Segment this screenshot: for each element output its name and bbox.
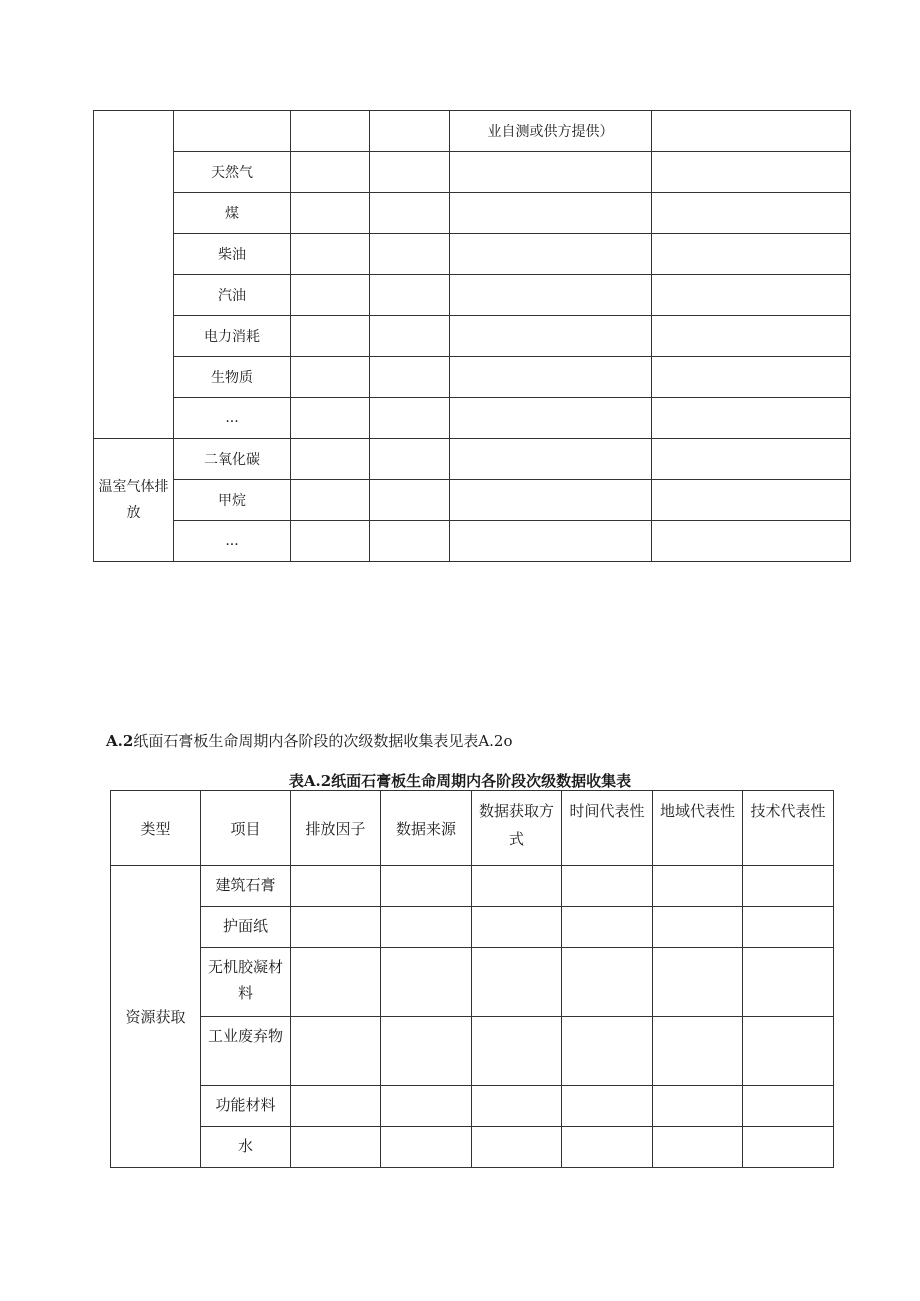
item-cell: 甲烷 <box>174 480 291 521</box>
item-cell: ... <box>174 398 291 439</box>
table-caption: 表A.2纸面石膏板生命周期内各阶段次级数据收集表 <box>288 772 632 790</box>
continued-data-table <box>93 110 851 562</box>
item-cell: ... <box>174 521 291 562</box>
item-cell: 护面纸 <box>201 907 291 948</box>
item-cell: 电力消耗 <box>174 316 291 357</box>
item-cell: 工业废弃物 <box>201 1017 291 1086</box>
section-heading <box>106 730 513 751</box>
header-item: 项目 <box>201 791 291 866</box>
header-geo-representativeness: 地域代表性 <box>653 791 743 866</box>
header-time-representativeness: 时间代表性 <box>562 791 653 866</box>
section-text: 纸面石膏板生命周期内各阶段的次级数据收集表见表A.2o <box>133 732 513 750</box>
item-cell: 功能材料 <box>201 1086 291 1127</box>
item-cell: 天然气 <box>174 152 291 193</box>
item-cell: 柴油 <box>174 234 291 275</box>
header-type: 类型 <box>111 791 201 866</box>
item-cell: 建筑石膏 <box>201 866 291 907</box>
header-acquisition-method: 数据获取方式 <box>472 791 562 866</box>
item-cell <box>174 111 291 152</box>
item-cell: 煤 <box>174 193 291 234</box>
header-data-source: 数据来源 <box>381 791 472 866</box>
header-emission-factor: 排放因子 <box>291 791 381 866</box>
item-cell: 二氧化碳 <box>174 439 291 480</box>
category-cell-energy <box>94 111 174 439</box>
section-number: A.2 <box>106 732 134 750</box>
continuation-text: 业自测或供方提供） <box>450 111 652 152</box>
item-cell: 生物质 <box>174 357 291 398</box>
category-cell-resource: 资源获取 <box>111 866 201 1168</box>
category-cell-ghg: 温室气体排放 <box>94 439 174 562</box>
secondary-data-table <box>110 790 834 1168</box>
item-cell: 无机胶凝材料 <box>201 948 291 1017</box>
item-cell: 汽油 <box>174 275 291 316</box>
header-tech-representativeness: 技术代表性 <box>743 791 834 866</box>
item-cell: 水 <box>201 1127 291 1168</box>
